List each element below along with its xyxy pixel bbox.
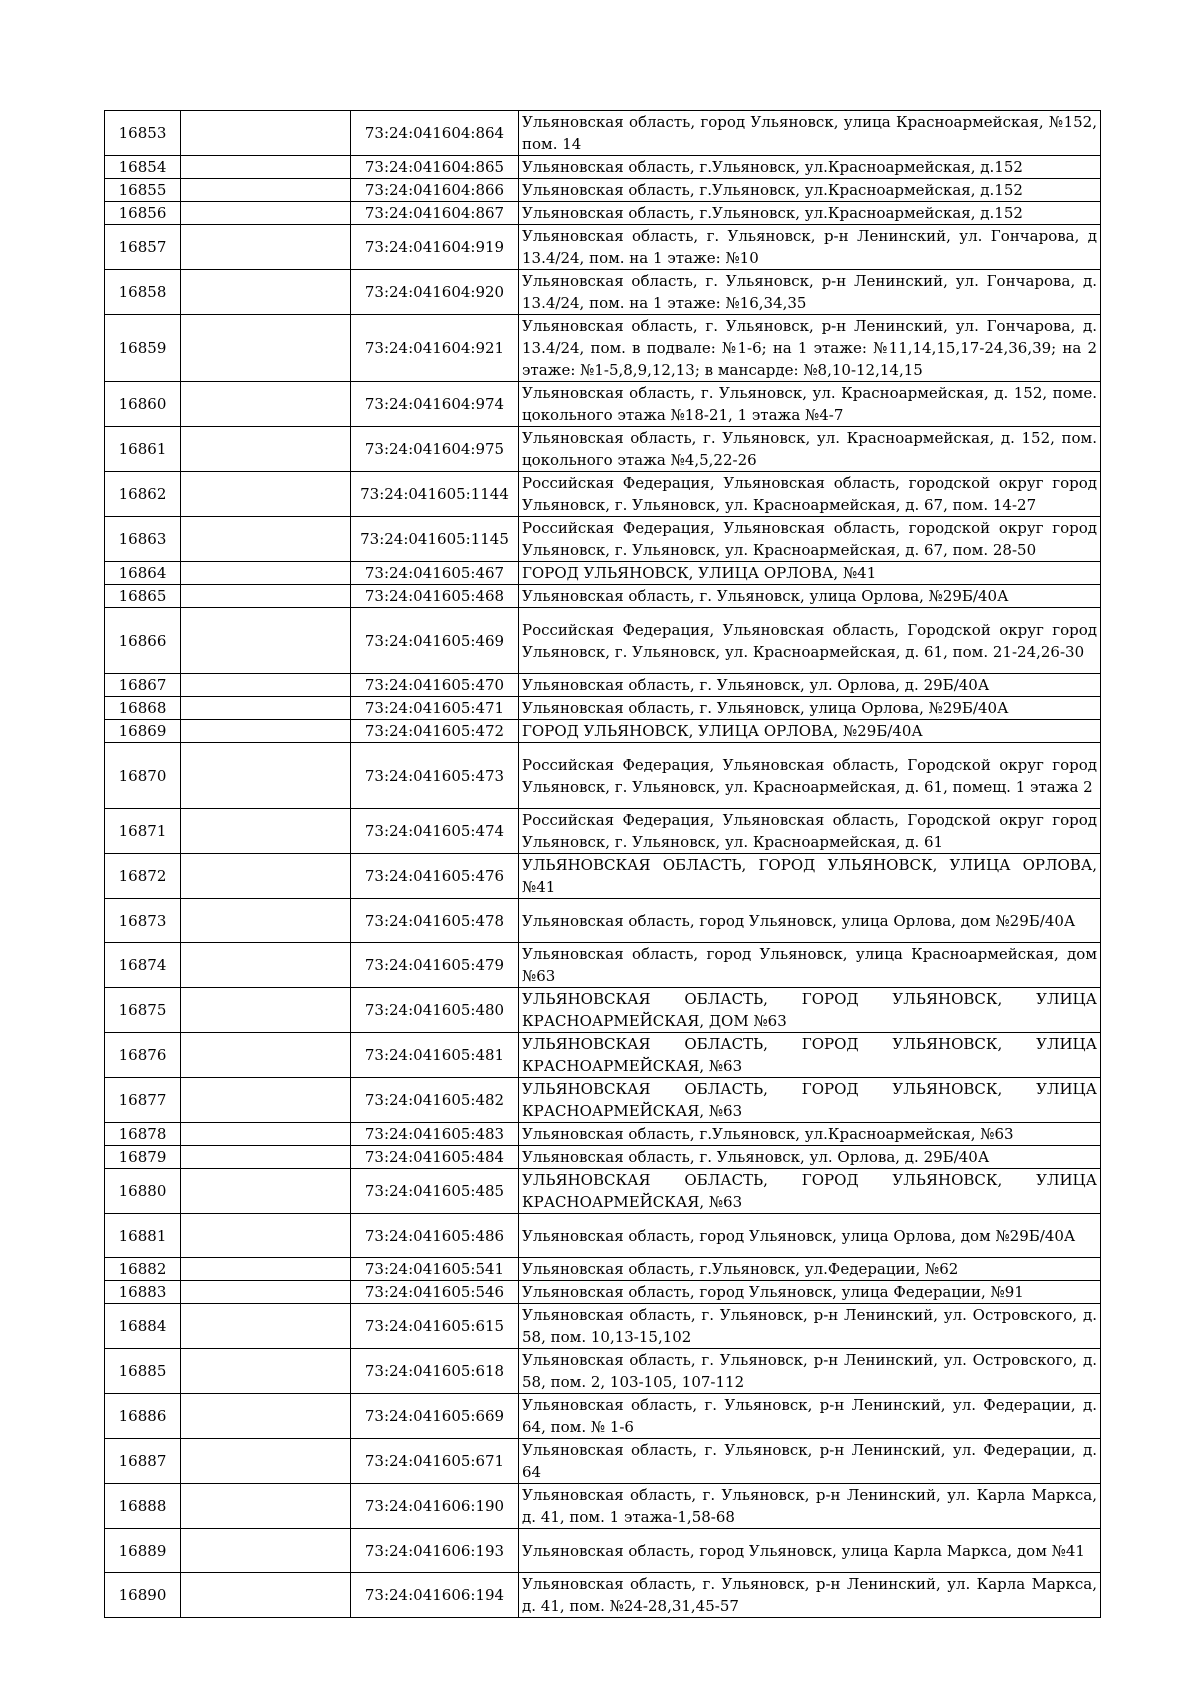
empty-cell [181,1169,351,1214]
address-cell: УЛЬЯНОВСКАЯ ОБЛАСТЬ, ГОРОД УЛЬЯНОВСК, УЛИЦА КРАСНОАРМЕЙСКАЯ, №63 [519,1033,1101,1078]
cadastral-number-cell: 73:24:041604:864 [351,111,519,156]
table-row [105,1349,1101,1394]
cadastral-number-cell: 73:24:041605:1144 [351,472,519,517]
cadastral-number-cell: 73:24:041605:471 [351,697,519,720]
address-cell: УЛЬЯНОВСКАЯ ОБЛАСТЬ, ГОРОД УЛЬЯНОВСК, УЛИЦА КРАСНОАРМЕЙСКАЯ, №63 [519,1078,1101,1123]
registry-table [104,110,1101,1618]
empty-cell [181,743,351,809]
address-cell: УЛЬЯНОВСКАЯ ОБЛАСТЬ, ГОРОД УЛЬЯНОВСК, УЛИЦА ОРЛОВА, №41 [519,854,1101,899]
empty-cell [181,225,351,270]
table-row [105,720,1101,743]
address-cell: Ульяновская область, г.Ульяновск, ул.Красноармейская, д.152 [519,179,1101,202]
row-number-cell: 16881 [105,1214,181,1258]
cadastral-number-cell: 73:24:041605:1145 [351,517,519,562]
cadastral-number-cell: 73:24:041605:546 [351,1281,519,1304]
cadastral-number-cell: 73:24:041604:920 [351,270,519,315]
empty-cell [181,1258,351,1281]
cadastral-number-cell: 73:24:041605:618 [351,1349,519,1394]
cadastral-number-cell: 73:24:041605:483 [351,1123,519,1146]
empty-cell [181,1573,351,1618]
empty-cell [181,674,351,697]
row-number-cell: 16853 [105,111,181,156]
table-row [105,1573,1101,1618]
row-number-cell: 16877 [105,1078,181,1123]
table-row [105,1304,1101,1349]
row-number-cell: 16867 [105,674,181,697]
address-cell: Ульяновская область, г.Ульяновск, ул.Красноармейская, д.152 [519,156,1101,179]
row-number-cell: 16885 [105,1349,181,1394]
address-cell: Ульяновская область, город Ульяновск, улица Красноармейская, №152, пом. 14 [519,111,1101,156]
empty-cell [181,472,351,517]
table-row [105,1123,1101,1146]
empty-cell [181,382,351,427]
row-number-cell: 16886 [105,1394,181,1439]
cadastral-number-cell: 73:24:041605:671 [351,1439,519,1484]
table-row [105,1394,1101,1439]
empty-cell [181,1529,351,1573]
address-cell: ГОРОД УЛЬЯНОВСК, УЛИЦА ОРЛОВА, №29Б/40А [519,720,1101,743]
row-number-cell: 16874 [105,943,181,988]
cadastral-number-cell: 73:24:041605:485 [351,1169,519,1214]
table-row [105,988,1101,1033]
address-cell: Ульяновская область, г. Ульяновск, р-н Ленинский, ул. Федерации, д. 64 [519,1439,1101,1484]
row-number-cell: 16873 [105,899,181,943]
empty-cell [181,608,351,674]
empty-cell [181,179,351,202]
empty-cell [181,111,351,156]
empty-cell [181,517,351,562]
row-number-cell: 16876 [105,1033,181,1078]
cadastral-number-cell: 73:24:041605:468 [351,585,519,608]
address-cell: Ульяновская область, г. Ульяновск, р-н Ленинский, ул. Островского, д. 58, пом. 10,13-15,102 [519,1304,1101,1349]
empty-cell [181,1146,351,1169]
cadastral-number-cell: 73:24:041604:974 [351,382,519,427]
cadastral-number-cell: 73:24:041604:867 [351,202,519,225]
table-row [105,1214,1101,1258]
table-row [105,202,1101,225]
table-row [105,1033,1101,1078]
address-cell: Ульяновская область, г. Ульяновск, ул. Орлова, д. 29Б/40А [519,674,1101,697]
address-cell: Ульяновская область, г. Ульяновск, ул. Красноармейская, д. 152, пом. цокольного этажа №4,5,22-26 [519,427,1101,472]
empty-cell [181,1033,351,1078]
cadastral-number-cell: 73:24:041605:479 [351,943,519,988]
table-row [105,943,1101,988]
cadastral-number-cell: 73:24:041605:484 [351,1146,519,1169]
cadastral-number-cell: 73:24:041605:478 [351,899,519,943]
row-number-cell: 16882 [105,1258,181,1281]
row-number-cell: 16866 [105,608,181,674]
address-cell: Российская Федерация, Ульяновская область, Городской округ город Ульяновск, г. Ульяновск, ул. Красноармейская, д. 61 [519,809,1101,854]
row-number-cell: 16858 [105,270,181,315]
row-number-cell: 16880 [105,1169,181,1214]
cadastral-number-cell: 73:24:041605:474 [351,809,519,854]
empty-cell [181,1214,351,1258]
empty-cell [181,315,351,382]
empty-cell [181,1281,351,1304]
empty-cell [181,697,351,720]
cadastral-number-cell: 73:24:041605:480 [351,988,519,1033]
cadastral-number-cell: 73:24:041605:669 [351,1394,519,1439]
address-cell: Ульяновская область, г. Ульяновск, ул. Орлова, д. 29Б/40А [519,1146,1101,1169]
row-number-cell: 16875 [105,988,181,1033]
table-row [105,427,1101,472]
row-number-cell: 16890 [105,1573,181,1618]
table-row [105,809,1101,854]
address-cell: Ульяновская область, г. Ульяновск, р-н Ленинский, ул. Гончарова, д. 13.4/24, пом. на 1 этаже: №16,34,35 [519,270,1101,315]
address-cell: ГОРОД УЛЬЯНОВСК, УЛИЦА ОРЛОВА, №41 [519,562,1101,585]
address-cell: Ульяновская область, г. Ульяновск, ул. Красноармейская, д. 152, поме. цокольного этажа №18-21, 1 этажа №4-7 [519,382,1101,427]
address-cell: Ульяновская область, город Ульяновск, улица Федерации, №91 [519,1281,1101,1304]
empty-cell [181,720,351,743]
table-row [105,743,1101,809]
empty-cell [181,427,351,472]
address-cell: Российская Федерация, Ульяновская область, Городской округ город Ульяновск, г. Ульяновск, ул. Красноармейская, д. 61, пом. 21-24,26-30 [519,608,1101,674]
table-row [105,1281,1101,1304]
row-number-cell: 16859 [105,315,181,382]
address-cell: Ульяновская область, г. Ульяновск, улица Орлова, №29Б/40А [519,697,1101,720]
address-cell: Ульяновская область, г. Ульяновск, р-н Ленинский, ул. Гончарова, д. 13.4/24, пом. в подвале: №1-6; на 1 этаже: №11,14,15,17-24,36,39; на 2 этаже: №1-5,8,9,12,13; в мансарде: №8,10-12,14,15 [519,315,1101,382]
row-number-cell: 16872 [105,854,181,899]
empty-cell [181,156,351,179]
empty-cell [181,202,351,225]
cadastral-number-cell: 73:24:041604:866 [351,179,519,202]
cadastral-number-cell: 73:24:041604:919 [351,225,519,270]
cadastral-number-cell: 73:24:041605:473 [351,743,519,809]
empty-cell [181,1123,351,1146]
cadastral-number-cell: 73:24:041605:615 [351,1304,519,1349]
row-number-cell: 16863 [105,517,181,562]
row-number-cell: 16865 [105,585,181,608]
address-cell: Российская Федерация, Ульяновская область, городской округ город Ульяновск, г. Ульяновск, ул. Красноармейская, д. 67, пом. 14-27 [519,472,1101,517]
cadastral-number-cell: 73:24:041604:865 [351,156,519,179]
table-row [105,1169,1101,1214]
cadastral-number-cell: 73:24:041605:467 [351,562,519,585]
table-row [105,1484,1101,1529]
table-row [105,1078,1101,1123]
cadastral-number-cell: 73:24:041604:975 [351,427,519,472]
table-row [105,1146,1101,1169]
row-number-cell: 16888 [105,1484,181,1529]
row-number-cell: 16879 [105,1146,181,1169]
row-number-cell: 16871 [105,809,181,854]
empty-cell [181,854,351,899]
table-row [105,562,1101,585]
empty-cell [181,270,351,315]
empty-cell [181,1484,351,1529]
cadastral-number-cell: 73:24:041605:472 [351,720,519,743]
empty-cell [181,809,351,854]
empty-cell [181,1304,351,1349]
address-cell: Ульяновская область, город Ульяновск, улица Орлова, дом №29Б/40А [519,899,1101,943]
table-row [105,270,1101,315]
address-cell: Российская Федерация, Ульяновская область, городской округ город Ульяновск, г. Ульяновск, ул. Красноармейская, д. 67, пом. 28-50 [519,517,1101,562]
row-number-cell: 16860 [105,382,181,427]
cadastral-number-cell: 73:24:041605:481 [351,1033,519,1078]
address-cell: Ульяновская область, г. Ульяновск, р-н Ленинский, ул. Гончарова, д 13.4/24, пом. на 1 этаже: №10 [519,225,1101,270]
address-cell: Ульяновская область, г.Ульяновск, ул.Красноармейская, д.152 [519,202,1101,225]
table-row [105,608,1101,674]
row-number-cell: 16868 [105,697,181,720]
row-number-cell: 16870 [105,743,181,809]
row-number-cell: 16855 [105,179,181,202]
cadastral-number-cell: 73:24:041606:190 [351,1484,519,1529]
empty-cell [181,562,351,585]
table-row [105,674,1101,697]
row-number-cell: 16878 [105,1123,181,1146]
address-cell: Ульяновская область, город Ульяновск, улица Красноармейская, дом №63 [519,943,1101,988]
table-row [105,179,1101,202]
address-cell: Ульяновская область, г. Ульяновск, р-н Ленинский, ул. Островского, д. 58, пом. 2, 103-105, 107-112 [519,1349,1101,1394]
registry-table-body [105,111,1101,1618]
cadastral-number-cell: 73:24:041605:476 [351,854,519,899]
address-cell: Ульяновская область, г.Ульяновск, ул.Красноармейская, №63 [519,1123,1101,1146]
address-cell: Ульяновская область, г. Ульяновск, р-н Ленинский, ул. Карла Маркса, д. 41, пом. 1 этажа-1,58-68 [519,1484,1101,1529]
table-row [105,1529,1101,1573]
address-cell: Ульяновская область, г. Ульяновск, р-н Ленинский, ул. Федерации, д. 64, пом. № 1-6 [519,1394,1101,1439]
table-row [105,1258,1101,1281]
row-number-cell: 16884 [105,1304,181,1349]
address-cell: Ульяновская область, город Ульяновск, улица Орлова, дом №29Б/40А [519,1214,1101,1258]
empty-cell [181,1349,351,1394]
table-row [105,156,1101,179]
empty-cell [181,585,351,608]
row-number-cell: 16861 [105,427,181,472]
cadastral-number-cell: 73:24:041605:469 [351,608,519,674]
row-number-cell: 16889 [105,1529,181,1573]
cadastral-number-cell: 73:24:041605:541 [351,1258,519,1281]
row-number-cell: 16856 [105,202,181,225]
table-row [105,697,1101,720]
row-number-cell: 16854 [105,156,181,179]
address-cell: УЛЬЯНОВСКАЯ ОБЛАСТЬ, ГОРОД УЛЬЯНОВСК, УЛИЦА КРАСНОАРМЕЙСКАЯ, №63 [519,1169,1101,1214]
empty-cell [181,1394,351,1439]
cadastral-number-cell: 73:24:041605:470 [351,674,519,697]
cadastral-number-cell: 73:24:041605:482 [351,1078,519,1123]
table-row [105,225,1101,270]
empty-cell [181,1439,351,1484]
table-row [105,899,1101,943]
row-number-cell: 16864 [105,562,181,585]
cadastral-number-cell: 73:24:041606:193 [351,1529,519,1573]
cadastral-number-cell: 73:24:041605:486 [351,1214,519,1258]
empty-cell [181,1078,351,1123]
address-cell: Ульяновская область, г. Ульяновск, улица Орлова, №29Б/40А [519,585,1101,608]
row-number-cell: 16862 [105,472,181,517]
table-row [105,854,1101,899]
row-number-cell: 16887 [105,1439,181,1484]
cadastral-number-cell: 73:24:041604:921 [351,315,519,382]
address-cell: Ульяновская область, город Ульяновск, улица Карла Маркса, дом №41 [519,1529,1101,1573]
table-row [105,111,1101,156]
row-number-cell: 16857 [105,225,181,270]
table-row [105,585,1101,608]
table-row [105,472,1101,517]
empty-cell [181,988,351,1033]
address-cell: Российская Федерация, Ульяновская область, Городской округ город Ульяновск, г. Ульяновск, ул. Красноармейская, д. 61, помещ. 1 этажа 2 [519,743,1101,809]
table-row [105,517,1101,562]
table-row [105,1439,1101,1484]
address-cell: Ульяновская область, г.Ульяновск, ул.Федерации, №62 [519,1258,1101,1281]
row-number-cell: 16883 [105,1281,181,1304]
cadastral-number-cell: 73:24:041606:194 [351,1573,519,1618]
row-number-cell: 16869 [105,720,181,743]
empty-cell [181,899,351,943]
empty-cell [181,943,351,988]
table-row [105,315,1101,382]
address-cell: Ульяновская область, г. Ульяновск, р-н Ленинский, ул. Карла Маркса, д. 41, пом. №24-28,31,45-57 [519,1573,1101,1618]
table-row [105,382,1101,427]
address-cell: УЛЬЯНОВСКАЯ ОБЛАСТЬ, ГОРОД УЛЬЯНОВСК, УЛИЦА КРАСНОАРМЕЙСКАЯ, ДОМ №63 [519,988,1101,1033]
